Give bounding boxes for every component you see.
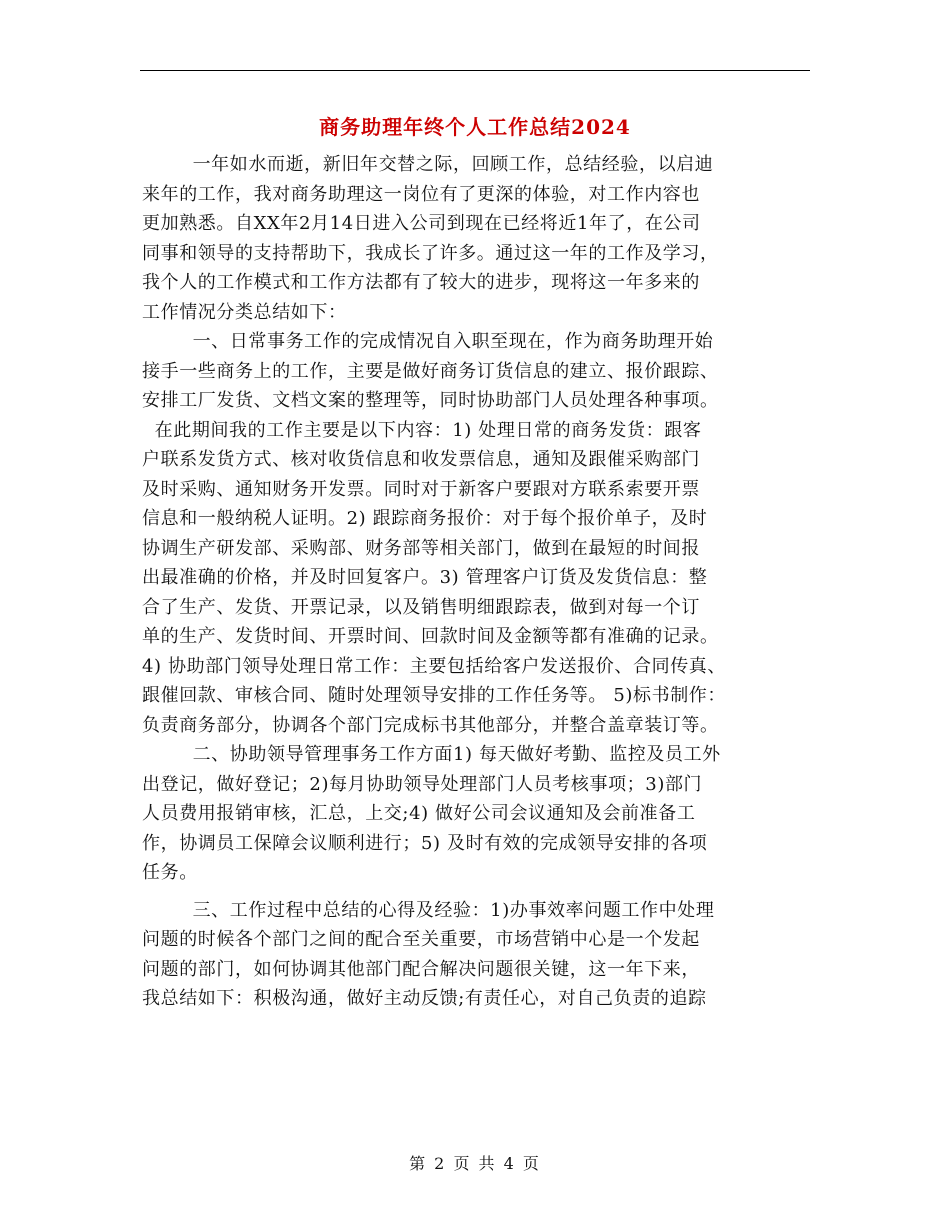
document-body (142, 150, 814, 1014)
body-line: 负责商务部分，协调各个部门完成标书其他部分，并整合盖章装订等。 (142, 714, 719, 736)
page-number: 第 2 页 共 4 页 (409, 1154, 541, 1173)
body-line: 在此期间我的工作主要是以下内容：1) 处理日常的商务发货：跟客 (142, 419, 702, 441)
body-line: 同事和领导的支持帮助下，我成长了许多。通过这一年的工作及学习， (142, 242, 719, 264)
body-line: 及时采购、通知财务开发票。同时对于新客户要跟对方联系索要开票 (142, 478, 700, 500)
body-line: 问题的时候各个部门之间的配合至关重要，市场营销中心是一个发起 (142, 929, 700, 950)
body-line: 我总结如下：积极沟通，做好主动反馈;有责任心，对自己负责的追踪 (142, 988, 707, 1009)
body-line: 信息和一般纳税人证明。2) 跟踪商务报价：对于每个报价单子，及时 (142, 508, 708, 529)
body-line: 任务。 (142, 862, 198, 883)
body-line: 工作情况分类总结如下： (142, 301, 347, 323)
body-line: 人员费用报销审核，汇总，上交;4) 做好公司会议通知及会前准备工 (142, 803, 696, 824)
body-line: 户联系发货方式、核对收货信息和收发票信息，通知及跟催采购部门 (142, 449, 700, 470)
body-line: 接手一些商务上的工作，主要是做好商务订货信息的建立、报价跟踪、 (142, 360, 719, 382)
body-line: 安排工厂发货、文档文案的整理等，同时协助部门人员处理各种事项。 (142, 390, 719, 411)
body-line: 合了生产、发货、开票记录，以及销售明细跟踪表，做到对每一个订 (142, 596, 700, 618)
body-line: 跟催回款、审核合同、随时处理领导安排的工作任务等。 5)标书制作： (142, 685, 726, 706)
body-line: 出登记，做好登记；2)每月协助领导处理部门人员考核事项；3)部门 (142, 773, 703, 795)
body-line: 一、日常事务工作的完成情况自入职至现在，作为商务助理开始 (142, 331, 714, 352)
body-line: 一年如水而逝，新旧年交替之际，回顾工作，总结经验，以启迪 (142, 154, 714, 175)
body-line: 4) 协助部门领导处理日常工作：主要包括给客户发送报价、合同传真、 (142, 655, 726, 677)
body-line: 我个人的工作模式和工作方法都有了较大的进步，现将这一年多来的 (142, 272, 700, 293)
body-line: 作，协调员工保障会议顺利进行；5) 及时有效的完成领导安排的各项 (142, 832, 708, 854)
document-title: 商务助理年终个人工作总结2024 (319, 115, 631, 139)
body-line: 问题的部门，如何协调其他部门配合解决问题很关键，这一年下来， (142, 958, 700, 980)
body-line: 来年的工作，我对商务助理这一岗位有了更深的体验，对工作内容也 (142, 183, 700, 205)
body-line: 出最准确的价格，并及时回复客户。3) 管理客户订货及发货信息：整 (142, 567, 708, 588)
body-line: 更加熟悉。自XX年2月14日进入公司到现在已经将近1年了，在公司 (142, 213, 701, 234)
body-line: 二、协助领导管理事务工作方面1) 每天做好考勤、监控及员工外 (142, 744, 721, 765)
header-rule (140, 70, 810, 71)
body-line: 单的生产、发货时间、开票时间、回款时间及金额等都有准确的记录。 (142, 626, 719, 647)
body-line: 三、工作过程中总结的心得及经验：1)办事效率问题工作中处理 (142, 899, 715, 921)
body-line: 协调生产研发部、采购部、财务部等相关部门，做到在最短的时间报 (142, 537, 700, 559)
